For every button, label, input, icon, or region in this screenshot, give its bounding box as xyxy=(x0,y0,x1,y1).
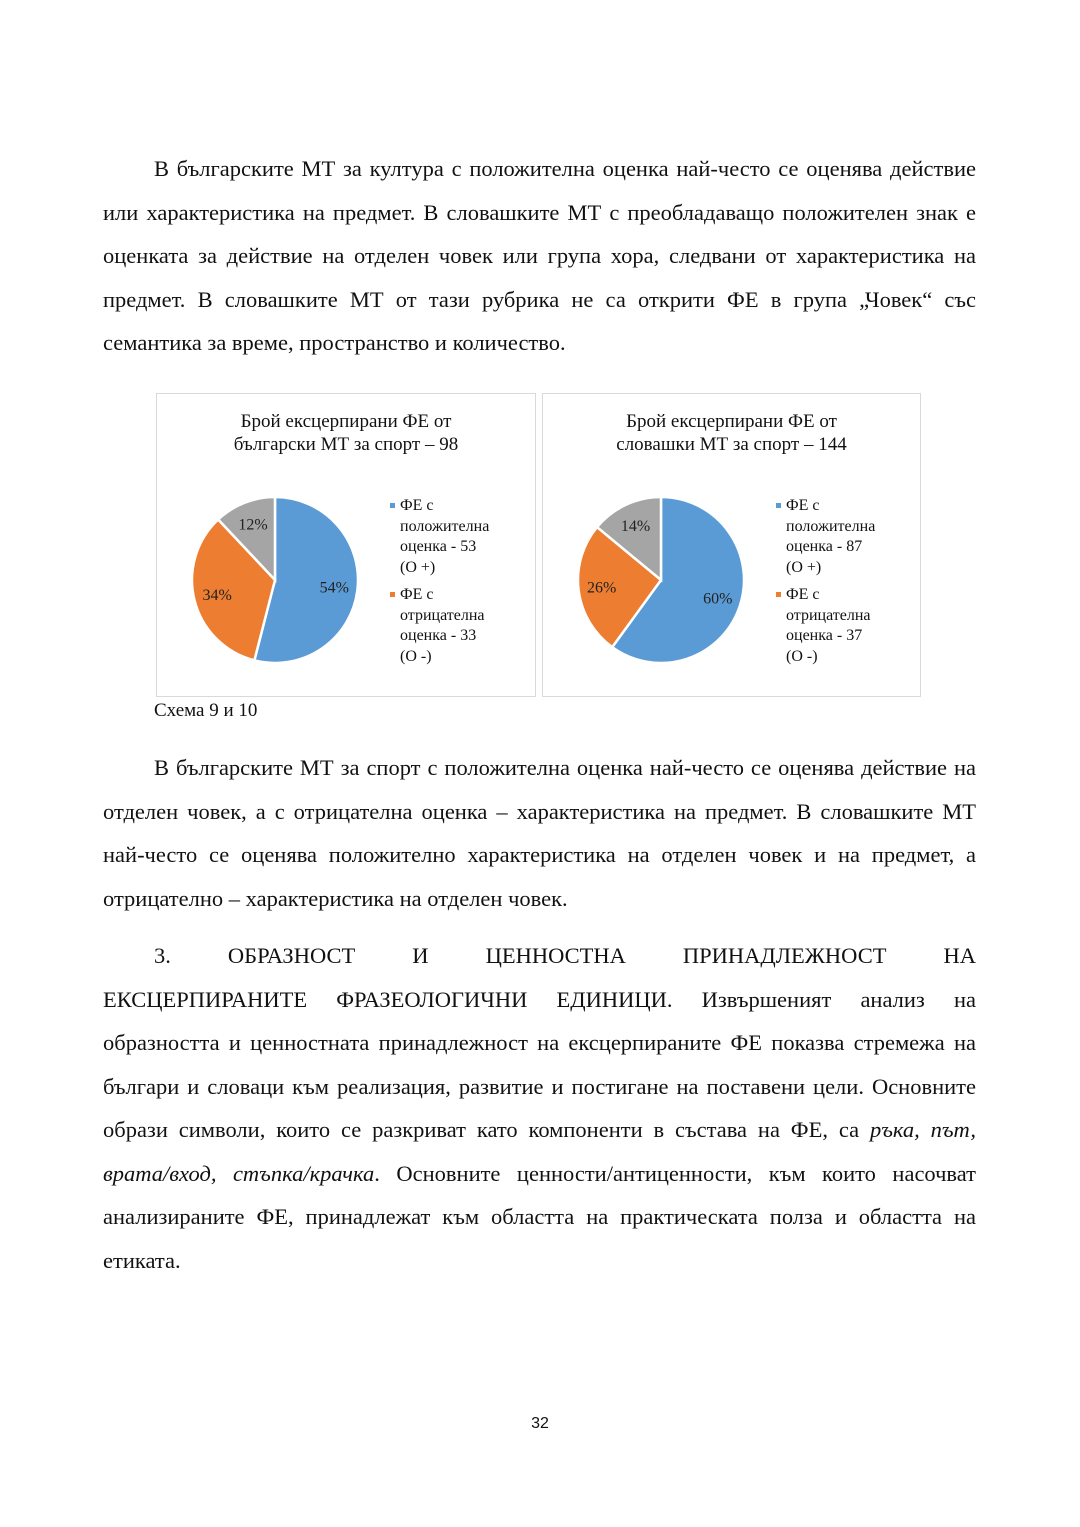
figure-caption: Схема 9 и 10 xyxy=(154,700,258,721)
legend-swatch-positive xyxy=(390,503,395,508)
chart-bulgarian-sport xyxy=(156,393,536,697)
paragraph-imagery-text-2: . Основните ценности/антиценности, към които насочват анализираните ФЕ, принадлежат към областта на практическата полза и областта на етиката. xyxy=(103,1160,976,1273)
legend-text: (О -) xyxy=(786,647,818,665)
page-number: 32 xyxy=(531,1415,549,1432)
pie-data-label: 12% xyxy=(238,516,268,534)
chart-title xyxy=(157,410,535,456)
chart-title-line-2: български МТ за спорт – 98 xyxy=(233,434,459,455)
legend-text: оценка - 53 xyxy=(400,538,477,555)
legend-swatch-positive xyxy=(776,503,781,508)
paragraph-sport xyxy=(103,746,976,920)
legend-swatch-negative xyxy=(776,592,781,597)
legend-text: (О +) xyxy=(400,558,436,576)
legend-text: оценка - 33 xyxy=(400,627,477,644)
legend-text: отрицателна xyxy=(786,606,871,624)
legend-text: (О -) xyxy=(400,647,432,665)
paragraph-imagery-body xyxy=(103,978,976,1283)
chart-title-line-1: Брой ексцерпирани ФЕ от xyxy=(626,411,837,432)
chart-title xyxy=(543,410,920,456)
paragraph-sport-text: В българските МТ за спорт с положителна оценка най-често се оценява действие на отделен човек, а с отрицателна оценка – характеристика на предмет. В словашките МТ най-често се оценява положително характеристика на отделен човек и на предмет, а отрицателно – характеристика на отделен човек. xyxy=(103,755,976,911)
section-heading-line xyxy=(103,934,976,978)
legend-text: ФЕ с xyxy=(786,497,820,514)
paragraph-culture xyxy=(103,147,976,365)
legend-text: оценка - 87 xyxy=(786,538,863,555)
legend-text: положителна xyxy=(786,517,876,535)
pie-data-label: 26% xyxy=(587,579,617,597)
legend-item-negative xyxy=(776,585,916,667)
legend-swatch-negative xyxy=(390,592,395,597)
legend-text: отрицателна xyxy=(400,606,485,624)
legend-item-positive xyxy=(776,496,916,578)
legend-text: положителна xyxy=(400,517,490,535)
pie-data-label: 54% xyxy=(319,579,349,597)
chart-title-line-1: Брой ексцерпирани ФЕ от xyxy=(240,411,452,432)
chart-slovak-sport xyxy=(542,393,921,697)
pie-data-label: 34% xyxy=(202,586,232,604)
legend-text: ФЕ с xyxy=(400,497,434,514)
paragraph-culture-text: В българските МТ за култура с положителна оценка най-често се оценява действие или характеристика на предмет. В словашките МТ с преобладаващо положителен знак е оценката за действие на отделен човек или група хора, следвани от характеристика на предмет. В словашките МТ от тази рубрика не са открити ФЕ в група „Човек“ със семантика за време, пространство и количество. xyxy=(103,156,976,355)
paragraph-imagery-italic: ръка, път, врата/вход, стъпка/крачка xyxy=(103,1117,976,1186)
pie-chart xyxy=(563,490,763,670)
pie-data-label: 60% xyxy=(703,590,733,608)
paragraph-imagery-text-1: ЕКСЦЕРПИРАНИТЕ ФРАЗЕОЛОГИЧНИ ЕДИНИЦИ. Извършеният анализ на образността и ценностната принадлежност на ексцерпираните ФЕ показва стремежа на българи и словаци към реализация, развитие и постигане на поставени цели. Основните образи символи, които се разкриват като компоненти в състава на ФЕ, са xyxy=(103,986,976,1142)
legend-item-negative xyxy=(390,585,530,667)
chart-legend xyxy=(390,496,530,674)
chart-legend xyxy=(776,496,916,674)
paragraph-imagery xyxy=(103,934,976,1282)
legend-text: ФЕ с xyxy=(400,586,434,603)
legend-text: (О +) xyxy=(786,558,822,576)
section-heading-text: 3. ОБРАЗНОСТ И ЦЕННОСТНА ПРИНАДЛЕЖНОСТ НА xyxy=(154,943,976,968)
pie-chart xyxy=(177,490,377,670)
legend-text: ФЕ с xyxy=(786,586,820,603)
chart-title-line-2: словашки МТ за спорт – 144 xyxy=(616,434,847,455)
legend-text: оценка - 37 xyxy=(786,627,863,644)
pie-data-label: 14% xyxy=(620,517,651,535)
legend-item-positive xyxy=(390,496,530,578)
